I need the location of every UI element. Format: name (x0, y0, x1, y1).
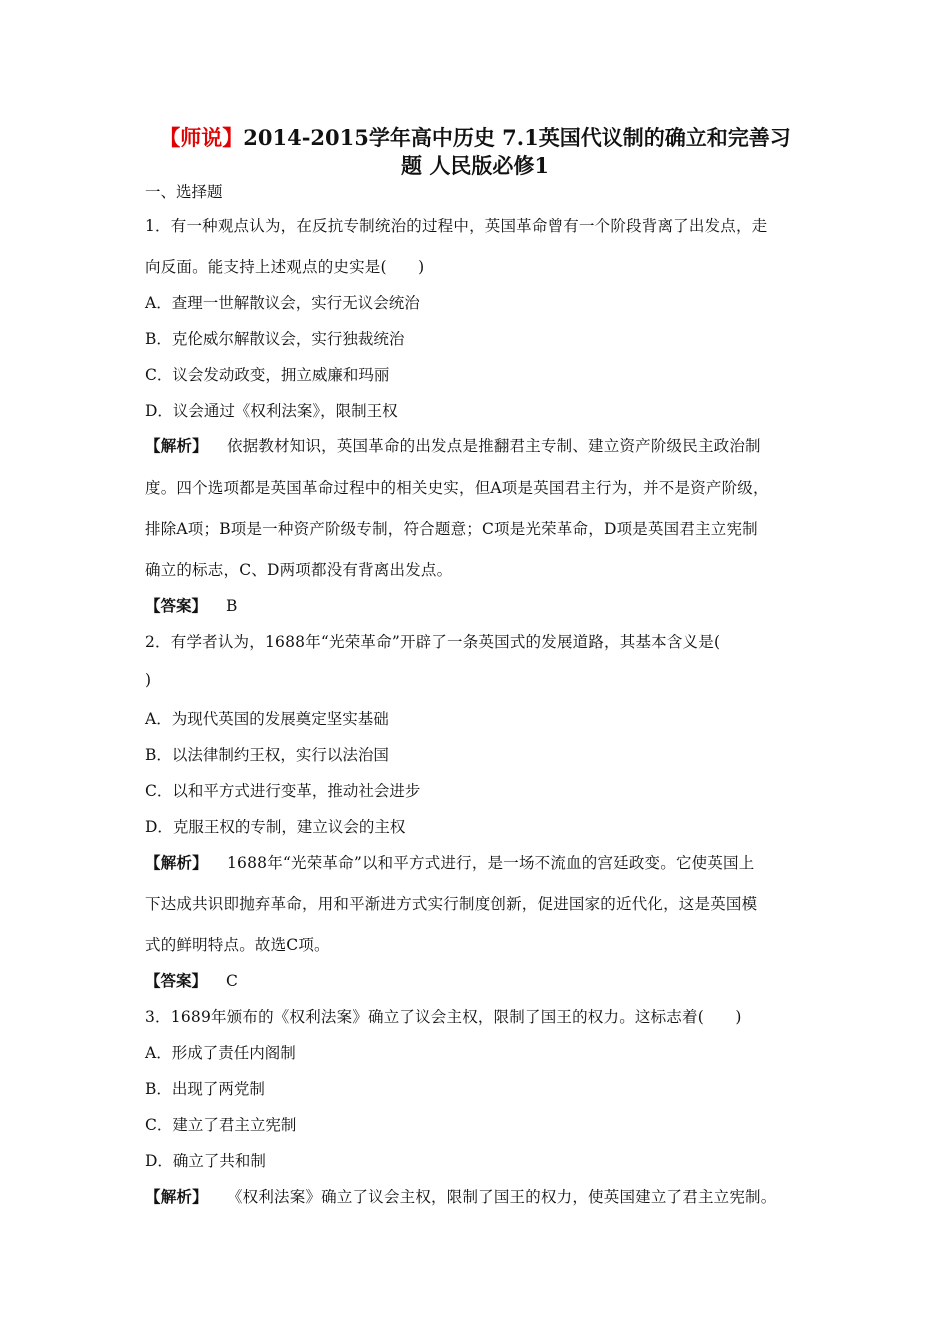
q2-analysis-text: 1688年“光荣革命”以和平方式进行，是一场不流血的宫廷政变。它使英国上 (226, 854, 755, 872)
q1-analysis-line-2: 度。四个选项都是英国革命过程中的相关史实，但A项是英国君主行为，并不是资产阶级， (145, 479, 769, 497)
q3-stem-line-1: 3．1689年颁布的《权利法案》确立了议会主权，限制了国王的权力。这标志着( ) (145, 1008, 742, 1026)
q2-option-b: B．以法律制约王权，实行以法治国 (145, 746, 389, 764)
q2-analysis-line-3: 式的鲜明特点。故选C项。 (145, 936, 330, 954)
q2-answer-label: 【答案】 (145, 971, 208, 990)
q3-option-b: B．出现了两党制 (145, 1080, 265, 1098)
q3-option-c: C．建立了君主立宪制 (145, 1116, 297, 1134)
q1-answer-line (145, 594, 237, 616)
q3-analysis-text: 《权利法案》确立了议会主权，限制了国王的权力，使英国建立了君主立宪制。 (226, 1188, 777, 1206)
q2-answer-line (145, 969, 238, 991)
q2-answer-value: C (225, 972, 238, 990)
q1-option-a: A．查理一世解散议会，实行无议会统治 (145, 294, 420, 312)
q2-analysis-line-1 (145, 851, 754, 873)
q1-option-d: D．议会通过《权利法案》，限制王权 (145, 402, 398, 420)
q2-option-a: A．为现代英国的发展奠定坚实基础 (145, 710, 389, 728)
section-heading: 一、选择题 (145, 183, 223, 201)
q1-analysis-line-1 (145, 434, 761, 456)
q1-stem-line-2: 向反面。能支持上述观点的史实是( ) (145, 258, 425, 276)
q1-analysis-line-4: 确立的标志，C、D两项都没有背离出发点。 (145, 561, 453, 579)
document-title-line-2: 题 人民版必修1 (401, 153, 549, 178)
q1-answer-label: 【答案】 (145, 596, 208, 615)
q1-analysis-text: 依据教材知识，英国革命的出发点是推翻君主专制、建立资产阶级民主政治制 (226, 437, 761, 455)
q3-option-a: A．形成了责任内阁制 (145, 1044, 296, 1062)
q2-option-d: D．克服王权的专制，建立议会的主权 (145, 818, 406, 836)
title-bracket-tag: 【师说】 (159, 125, 244, 150)
q1-analysis-label: 【解析】 (145, 436, 208, 455)
q1-option-b: B．克伦威尔解散议会，实行独裁统治 (145, 330, 405, 348)
q1-analysis-line-3: 排除A项；B项是一种资产阶级专制，符合题意；C项是光荣革命，D项是英国君主立宪制 (145, 520, 758, 538)
q3-analysis-label: 【解析】 (145, 1187, 208, 1206)
q1-answer-value: B (225, 597, 238, 615)
q2-option-c: C．以和平方式进行变革，推动社会进步 (145, 782, 421, 800)
title-text: 2014-2015学年高中历史 7.1英国代议制的确立和完善习 (243, 125, 791, 150)
q1-stem-line-1: 1．有一种观点认为，在反抗专制统治的过程中，英国革命曾有一个阶段背离了出发点，走 (145, 217, 768, 235)
document-title-line-1 (100, 122, 850, 152)
q2-stem-line-1: 2．有学者认为，1688年“光荣革命”开辟了一条英国式的发展道路，其基本含义是( (145, 633, 721, 651)
q1-option-c: C．议会发动政变，拥立威廉和玛丽 (145, 366, 390, 384)
q2-analysis-label: 【解析】 (145, 853, 208, 872)
q3-analysis-line-1 (145, 1185, 776, 1207)
q3-option-d: D．确立了共和制 (145, 1152, 266, 1170)
q2-analysis-line-2: 下达成共识即抛弃革命，用和平渐进方式实行制度创新，促进国家的近代化，这是英国模 (145, 895, 758, 913)
q2-stem-line-2: ) (145, 671, 152, 689)
